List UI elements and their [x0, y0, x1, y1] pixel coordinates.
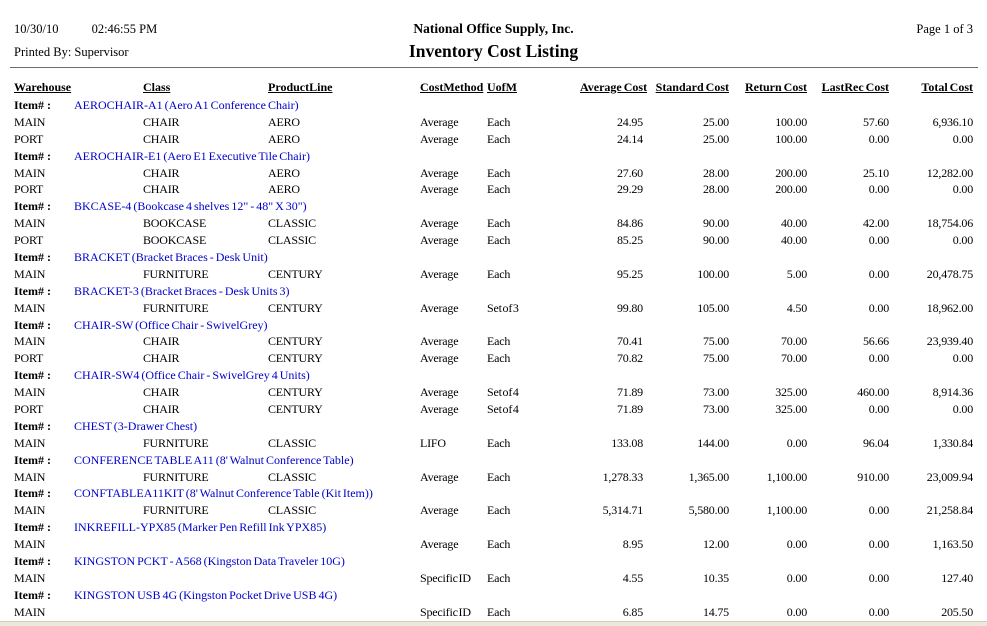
cell-average-cost: 8.95 — [622, 537, 643, 552]
cell-warehouse: MAIN — [14, 385, 46, 400]
cell-standard-cost: 75.00 — [702, 334, 729, 349]
item-name: CONFERENCE TABLE A11 (8' Walnut Conference Table) — [74, 452, 354, 467]
item-number-label: Item# : — [14, 368, 51, 383]
cell-warehouse: MAIN — [14, 334, 46, 349]
column-header-standard-cost — [643, 80, 729, 97]
report-title: Inventory Cost Listing — [408, 41, 579, 61]
cell-average-cost: 5,314.71 — [602, 503, 643, 518]
cell-uofm: Each — [487, 537, 511, 552]
item-header-row — [0, 553, 987, 570]
cell-costmethod: Specific ID — [420, 570, 471, 585]
company-name: National Office Supply, Inc. — [413, 21, 574, 36]
warehouse-data-row — [0, 300, 987, 317]
cell-warehouse: PORT — [14, 402, 44, 417]
column-header-label: LastRec Cost — [821, 80, 889, 94]
cell-uofm: Each — [487, 233, 511, 248]
cell-warehouse: PORT — [14, 351, 44, 366]
item-name: BRACKET (Bracket Braces - Desk Unit) — [74, 250, 268, 265]
header-divider — [10, 67, 978, 68]
warehouse-data-row — [0, 401, 987, 418]
cell-average-cost: 99.80 — [616, 300, 643, 315]
cell-uofm: Each — [487, 435, 511, 450]
cell-return-cost: 4.50 — [786, 300, 807, 315]
cell-average-cost: 24.14 — [616, 131, 643, 146]
cell-average-cost: 70.82 — [616, 351, 643, 366]
cell-costmethod: Average — [420, 131, 459, 146]
item-name: AEROCHAIR-A1 (Aero A1 Conference Chair) — [74, 98, 299, 112]
cell-costmethod: Average — [420, 334, 459, 349]
cell-uofm: Each — [487, 351, 511, 366]
warehouse-data-row — [0, 165, 987, 182]
cell-return-cost: 200.00 — [775, 165, 807, 180]
cell-productline: CENTURY — [268, 266, 323, 281]
warehouse-data-row — [0, 266, 987, 283]
item-name: KINGSTON USB 4G (Kingston Pocket Drive USB 4G) — [74, 587, 338, 602]
warehouse-data-row — [0, 350, 987, 367]
printed-by-label: Printed By: Supervisor — [14, 45, 129, 59]
cell-return-cost: 1,100.00 — [766, 469, 807, 484]
cell-lastrec-cost: 0.00 — [868, 233, 889, 248]
cell-average-cost: 29.29 — [616, 182, 643, 197]
cell-return-cost: 40.00 — [780, 233, 807, 248]
cell-productline: CENTURY — [268, 402, 323, 417]
column-header-label: Warehouse — [14, 80, 72, 94]
cell-productline: CLASSIC — [268, 435, 316, 450]
cell-productline — [268, 536, 420, 553]
cell-lastrec-cost: 0.00 — [868, 131, 889, 146]
page-indicator: Page 1 of 3 — [916, 22, 973, 36]
table-header-row — [0, 80, 987, 97]
cell-lastrec-cost: 0.00 — [868, 570, 889, 585]
cell-class: FURNITURE — [143, 300, 209, 315]
item-header-row — [0, 587, 987, 604]
item-number-label: Item# : — [14, 587, 51, 602]
item-name: CHAIR-SW4 (Office Chair - SwivelGrey 4 Units) — [74, 368, 310, 383]
cell-lastrec-cost: 0.00 — [868, 604, 889, 619]
item-number-label: Item# : — [14, 520, 51, 535]
cell-uofm: Each — [487, 131, 511, 146]
cell-warehouse: MAIN — [14, 604, 46, 619]
cell-return-cost: 5.00 — [786, 266, 807, 281]
warehouse-data-row — [0, 435, 987, 452]
cell-lastrec-cost: 910.00 — [857, 469, 889, 484]
cell-total-cost: 23,009.94 — [926, 469, 973, 484]
cell-costmethod: Average — [420, 182, 459, 197]
cell-standard-cost: 90.00 — [702, 233, 729, 248]
cell-productline: CENTURY — [268, 300, 323, 315]
cell-return-cost: 70.00 — [780, 334, 807, 349]
item-header-row — [0, 317, 987, 334]
cell-uofm: Each — [487, 182, 511, 197]
item-header-row — [0, 198, 987, 215]
cell-lastrec-cost: 0.00 — [868, 266, 889, 281]
item-name: INKREFILL-YPX85 (Marker Pen Refill Ink YPX85) — [74, 520, 327, 535]
cell-uofm: Each — [487, 503, 511, 518]
cell-standard-cost: 73.00 — [702, 402, 729, 417]
cell-productline: CLASSIC — [268, 469, 316, 484]
cell-costmethod: Average — [420, 266, 459, 281]
column-header-label: Total Cost — [921, 80, 973, 94]
cell-uofm: Each — [487, 334, 511, 349]
cell-lastrec-cost: 0.00 — [868, 351, 889, 366]
cell-standard-cost: 5,580.00 — [688, 503, 729, 518]
column-header-uofm — [487, 80, 580, 97]
item-number-label: Item# : — [14, 250, 51, 265]
item-name: CONFTABLEA11KIT (8' Walnut Conference Table (Kit Item)) — [74, 486, 373, 501]
cell-return-cost: 1,100.00 — [766, 503, 807, 518]
cell-return-cost: 40.00 — [780, 216, 807, 231]
cell-productline — [268, 604, 420, 621]
cell-lastrec-cost: 0.00 — [868, 300, 889, 315]
cell-class: CHAIR — [143, 334, 180, 349]
warehouse-data-row — [0, 536, 987, 553]
column-header-total-cost — [889, 80, 973, 97]
column-header-productline — [268, 80, 420, 97]
cell-average-cost: 133.08 — [611, 435, 643, 450]
cell-total-cost: 0.00 — [952, 182, 973, 197]
item-name: BKCASE-4 (Bookcase 4 shelves 12" - 48" X 30") — [74, 199, 307, 214]
cell-lastrec-cost: 25.10 — [862, 165, 889, 180]
cell-uofm: Each — [487, 570, 511, 585]
cell-lastrec-cost: 0.00 — [868, 182, 889, 197]
column-header-label: ProductLine — [268, 80, 333, 94]
cell-warehouse: PORT — [14, 182, 44, 197]
cell-total-cost: 18,754.06 — [926, 216, 973, 231]
item-number-label: Item# : — [14, 452, 51, 467]
column-header-costmethod — [420, 80, 487, 97]
cell-total-cost: 21,258.84 — [926, 503, 973, 518]
item-name: KINGSTON PCKT - A568 (Kingston Data Traveler 10G) — [74, 554, 345, 569]
column-header-label: UofM — [487, 80, 517, 94]
cell-costmethod: Average — [420, 503, 459, 518]
item-number-label: Item# : — [14, 317, 51, 332]
cell-standard-cost: 25.00 — [702, 131, 729, 146]
cell-productline — [268, 570, 420, 587]
window-background-strip — [0, 621, 987, 626]
column-header-label: Standard Cost — [655, 80, 729, 94]
cell-warehouse: PORT — [14, 131, 44, 146]
warehouse-data-row — [0, 604, 987, 621]
cell-class: CHAIR — [143, 165, 180, 180]
cell-warehouse: MAIN — [14, 570, 46, 585]
column-header-label: Average Cost — [580, 80, 648, 94]
warehouse-data-row — [0, 469, 987, 486]
item-header-row — [0, 97, 987, 114]
cell-return-cost: 0.00 — [786, 604, 807, 619]
cell-total-cost: 23,939.40 — [926, 334, 973, 349]
column-header-average-cost — [580, 80, 648, 97]
cell-standard-cost: 144.00 — [697, 435, 729, 450]
cell-class — [143, 570, 268, 587]
cell-lastrec-cost: 0.00 — [868, 402, 889, 417]
warehouse-data-row — [0, 570, 987, 587]
cell-class: BOOKCASE — [143, 216, 207, 231]
cell-standard-cost: 28.00 — [702, 182, 729, 197]
cell-average-cost: 85.25 — [616, 233, 643, 248]
cell-costmethod: Average — [420, 351, 459, 366]
cell-warehouse: MAIN — [14, 503, 46, 518]
cell-total-cost: 0.00 — [952, 131, 973, 146]
cell-standard-cost: 105.00 — [697, 300, 729, 315]
cell-uofm: Each — [487, 114, 511, 129]
warehouse-data-row — [0, 131, 987, 148]
cell-average-cost: 71.89 — [616, 385, 643, 400]
cell-average-cost: 4.55 — [622, 570, 643, 585]
cell-productline: CLASSIC — [268, 233, 316, 248]
cell-class: CHAIR — [143, 385, 180, 400]
column-header-class — [143, 80, 268, 97]
cell-total-cost: 1,330.84 — [932, 435, 973, 450]
cell-standard-cost: 25.00 — [702, 114, 729, 129]
item-number-label: Item# : — [14, 98, 51, 112]
cell-productline: CENTURY — [268, 351, 323, 366]
cell-average-cost: 6.85 — [622, 604, 643, 619]
cell-return-cost: 325.00 — [775, 385, 807, 400]
warehouse-data-row — [0, 384, 987, 401]
cell-class: CHAIR — [143, 351, 180, 366]
cell-class — [143, 536, 268, 553]
cell-lastrec-cost: 460.00 — [857, 385, 889, 400]
cell-costmethod: Average — [420, 537, 459, 552]
cell-uofm: Each — [487, 216, 511, 231]
item-number-label: Item# : — [14, 199, 51, 214]
cell-total-cost: 0.00 — [952, 351, 973, 366]
column-header-lastrec-cost — [807, 80, 889, 97]
cell-standard-cost: 73.00 — [702, 385, 729, 400]
cell-total-cost: 20,478.75 — [926, 266, 973, 281]
column-header-warehouse — [14, 80, 143, 97]
cell-lastrec-cost: 0.00 — [868, 537, 889, 552]
cell-return-cost: 0.00 — [786, 435, 807, 450]
cell-class: CHAIR — [143, 402, 180, 417]
cell-total-cost: 0.00 — [952, 402, 973, 417]
cell-uofm: Set of 4 — [487, 385, 519, 400]
cell-class: FURNITURE — [143, 469, 209, 484]
cell-costmethod: Average — [420, 165, 459, 180]
cell-standard-cost: 90.00 — [702, 216, 729, 231]
print-date: 10/30/10 — [14, 22, 59, 36]
cell-costmethod: LIFO — [420, 435, 446, 450]
warehouse-data-row — [0, 502, 987, 519]
cell-productline: AERO — [268, 131, 300, 146]
cell-warehouse: MAIN — [14, 469, 46, 484]
item-name: CHAIR-SW (Office Chair - SwivelGrey) — [74, 317, 268, 332]
cell-productline: CENTURY — [268, 334, 323, 349]
cell-lastrec-cost: 96.04 — [862, 435, 889, 450]
cell-return-cost: 100.00 — [775, 114, 807, 129]
cell-average-cost: 70.41 — [616, 334, 643, 349]
cell-uofm: Each — [487, 469, 511, 484]
cell-uofm: Each — [487, 266, 511, 281]
table-body — [0, 97, 987, 621]
item-header-row — [0, 367, 987, 384]
cell-total-cost: 1,163.50 — [932, 537, 973, 552]
item-header-row — [0, 485, 987, 502]
item-header-row — [0, 452, 987, 469]
cell-uofm: Each — [487, 165, 511, 180]
cell-class — [143, 604, 268, 621]
cell-class: CHAIR — [143, 131, 180, 146]
cell-productline: AERO — [268, 114, 300, 129]
cell-average-cost: 1,278.33 — [602, 469, 643, 484]
item-number-label: Item# : — [14, 148, 51, 163]
cell-warehouse: MAIN — [14, 300, 46, 315]
cell-costmethod: Specific ID — [420, 604, 471, 619]
cell-return-cost: 0.00 — [786, 570, 807, 585]
cell-total-cost: 6,936.10 — [932, 114, 973, 129]
cell-class: FURNITURE — [143, 503, 209, 518]
cell-productline: CLASSIC — [268, 503, 316, 518]
cell-total-cost: 0.00 — [952, 233, 973, 248]
item-header-row — [0, 148, 987, 165]
cell-lastrec-cost: 57.60 — [862, 114, 889, 129]
cell-warehouse: PORT — [14, 233, 44, 248]
cell-costmethod: Average — [420, 385, 459, 400]
cell-return-cost: 200.00 — [775, 182, 807, 197]
warehouse-data-row — [0, 114, 987, 131]
cell-warehouse: MAIN — [14, 165, 46, 180]
cell-average-cost: 84.86 — [616, 216, 643, 231]
cell-warehouse: MAIN — [14, 537, 46, 552]
warehouse-data-row — [0, 215, 987, 232]
cell-average-cost: 71.89 — [616, 402, 643, 417]
item-name: BRACKET-3 (Bracket Braces - Desk Units 3) — [74, 283, 290, 298]
cell-average-cost: 24.95 — [616, 114, 643, 129]
cell-return-cost: 0.00 — [786, 537, 807, 552]
cell-average-cost: 95.25 — [616, 266, 643, 281]
cell-warehouse: MAIN — [14, 216, 46, 231]
print-time: 02:46:55 PM — [91, 22, 158, 36]
cell-total-cost: 127.40 — [941, 570, 973, 585]
column-header-label: Class — [143, 80, 171, 94]
item-number-label: Item# : — [14, 486, 51, 501]
cell-class: FURNITURE — [143, 435, 209, 450]
cell-lastrec-cost: 42.00 — [862, 216, 889, 231]
warehouse-data-row — [0, 181, 987, 198]
cell-class: CHAIR — [143, 114, 180, 129]
cell-total-cost: 18,962.00 — [926, 300, 973, 315]
cell-class: CHAIR — [143, 182, 180, 197]
cell-standard-cost: 75.00 — [702, 351, 729, 366]
cell-costmethod: Average — [420, 469, 459, 484]
cell-return-cost: 325.00 — [775, 402, 807, 417]
item-header-row — [0, 418, 987, 435]
cell-return-cost: 70.00 — [780, 351, 807, 366]
cell-warehouse: MAIN — [14, 114, 46, 129]
cell-warehouse: MAIN — [14, 435, 46, 450]
cell-total-cost: 12,282.00 — [926, 165, 973, 180]
item-number-label: Item# : — [14, 554, 51, 569]
cell-productline: AERO — [268, 182, 300, 197]
cell-costmethod: Average — [420, 402, 459, 417]
item-header-row — [0, 519, 987, 536]
cell-standard-cost: 28.00 — [702, 165, 729, 180]
item-number-label: Item# : — [14, 283, 51, 298]
item-header-row — [0, 249, 987, 266]
cell-class: FURNITURE — [143, 266, 209, 281]
cell-uofm: Set of 3 — [487, 300, 519, 315]
cell-uofm: Each — [487, 604, 511, 619]
cell-productline: CLASSIC — [268, 216, 316, 231]
cell-standard-cost: 12.00 — [702, 537, 729, 552]
cell-costmethod: Average — [420, 233, 459, 248]
cell-warehouse: MAIN — [14, 266, 46, 281]
cell-productline: CENTURY — [268, 385, 323, 400]
item-name: AEROCHAIR-E1 (Aero E1 Executive Tile Chair) — [74, 148, 310, 163]
warehouse-data-row — [0, 232, 987, 249]
item-number-label: Item# : — [14, 418, 51, 433]
warehouse-data-row — [0, 333, 987, 350]
cell-return-cost: 100.00 — [775, 131, 807, 146]
column-header-return-cost — [729, 80, 807, 97]
cell-lastrec-cost: 56.66 — [862, 334, 889, 349]
cell-productline: AERO — [268, 165, 300, 180]
cell-costmethod: Average — [420, 300, 459, 315]
cell-standard-cost: 14.75 — [702, 604, 729, 619]
cell-standard-cost: 100.00 — [697, 266, 729, 281]
column-header-label: Return Cost — [745, 80, 807, 94]
cell-costmethod: Average — [420, 114, 459, 129]
item-name: CHEST (3-Drawer Chest) — [74, 418, 198, 433]
item-header-row — [0, 283, 987, 300]
cell-standard-cost: 1,365.00 — [688, 469, 729, 484]
cell-lastrec-cost: 0.00 — [868, 503, 889, 518]
cell-standard-cost: 10.35 — [702, 570, 729, 585]
cell-total-cost: 205.50 — [941, 604, 973, 619]
cell-uofm: Set of 4 — [487, 402, 519, 417]
cell-total-cost: 8,914.36 — [932, 385, 973, 400]
cell-average-cost: 27.60 — [616, 165, 643, 180]
cell-costmethod: Average — [420, 216, 459, 231]
cell-class: BOOKCASE — [143, 233, 207, 248]
column-header-label: CostMethod — [420, 80, 484, 94]
